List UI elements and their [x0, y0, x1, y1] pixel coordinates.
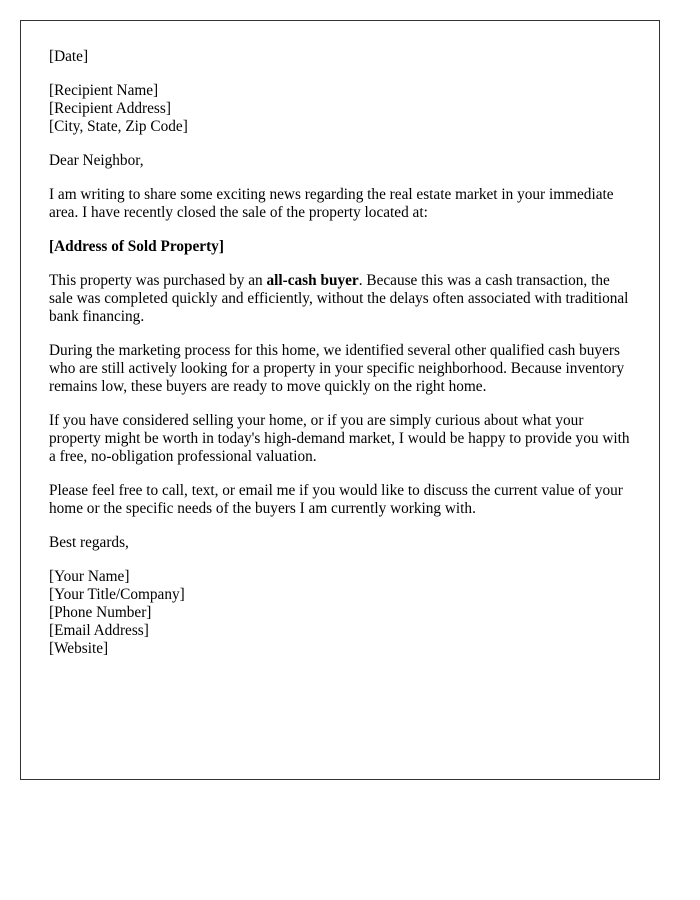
- closing: Best regards,: [49, 534, 129, 551]
- signature-block: [49, 568, 635, 658]
- contact-paragraph: Please feel free to call, text, or email me if you would like to discuss the current value of your home or the specific needs of the buyers I am currently working with.: [49, 482, 623, 517]
- purchase-prefix: This property was purchased by an: [49, 272, 267, 289]
- signature-website: [Website]: [49, 640, 109, 657]
- valuation-paragraph: If you have considered selling your home, or if you are simply curious about what your property might be worth in today's high-demand market, I would be happy to provide you with a free, no-obligation professional valuation.: [49, 412, 630, 465]
- intro-paragraph: I am writing to share some exciting news regarding the real estate market in your immediate area. I have recently closed the sale of the property located at:: [49, 186, 614, 221]
- sold-property-address: [Address of Sold Property]: [49, 238, 224, 255]
- recipient-address: [Recipient Address]: [49, 100, 171, 117]
- letter-content: [49, 48, 635, 674]
- purchase-paragraph: [49, 272, 635, 326]
- date: [Date]: [49, 48, 89, 65]
- signature-email: [Email Address]: [49, 622, 149, 639]
- recipient-name: [Recipient Name]: [49, 82, 159, 99]
- signature-title-company: [Your Title/Company]: [49, 586, 185, 603]
- all-cash-buyer-emphasis: all-cash buyer: [266, 272, 359, 289]
- recipient-city-state-zip: [City, State, Zip Code]: [49, 118, 188, 135]
- marketing-paragraph: During the marketing process for this home, we identified several other qualified cash buyers who are still actively looking for a property in your specific neighborhood. Because inventory remains low, these buyers are ready to move quickly on the right home.: [49, 342, 625, 395]
- purchase-suffix: . Because this was a cash transaction, the sale was completed quickly and efficiently, without the delays often associated with traditional bank financing.: [49, 272, 629, 325]
- recipient-block: [49, 82, 635, 136]
- date-block: [49, 48, 635, 66]
- signature-phone: [Phone Number]: [49, 604, 152, 621]
- sold-property-address-paragraph: [49, 238, 635, 256]
- salutation: Dear Neighbor,: [49, 152, 144, 169]
- letter-frame: [20, 20, 660, 780]
- signature-name: [Your Name]: [49, 568, 130, 585]
